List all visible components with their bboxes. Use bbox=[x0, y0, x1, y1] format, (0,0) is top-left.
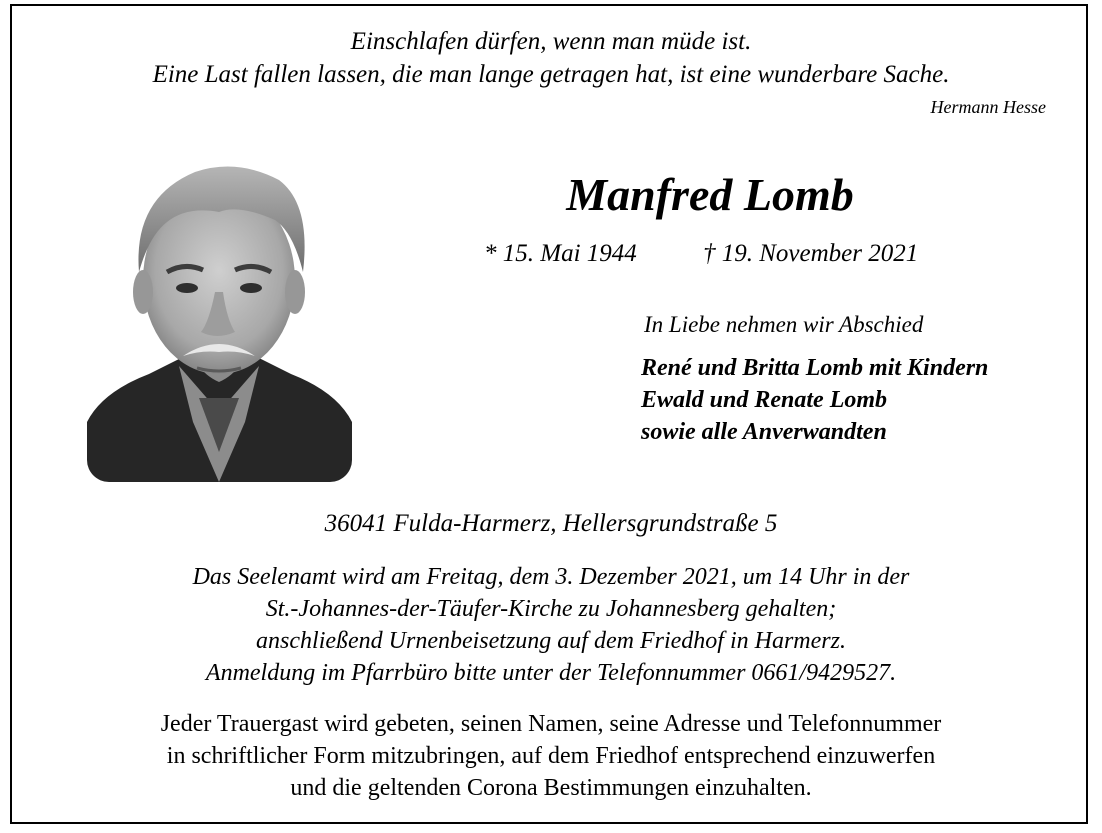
death-date: † 19. November 2021 bbox=[703, 240, 919, 267]
quote-author: Hermann Hesse bbox=[930, 97, 1046, 117]
notice-line: Jeder Trauergast wird gebeten, seinen Namen, seine Adresse und Telefonnummer bbox=[160, 711, 942, 737]
portrait-photo bbox=[87, 160, 352, 482]
mourner-line: sowie alle Anverwandten bbox=[641, 419, 887, 445]
service-line: St.-Johannes-der-Täufer-Kirche zu Johannesberg gehalten; bbox=[265, 596, 837, 622]
farewell-intro: In Liebe nehmen wir Abschied bbox=[644, 312, 924, 337]
notice-line: in schriftlicher Form mitzubringen, auf dem Friedhof entsprechend einzuwerfen bbox=[166, 743, 936, 769]
deceased-name: Manfred Lomb bbox=[566, 169, 854, 220]
birth-date: * 15. Mai 1944 bbox=[484, 240, 637, 267]
family-address: 36041 Fulda-Harmerz, Hellersgrundstraße 5 bbox=[324, 510, 778, 537]
service-line: anschließend Urnenbeisetzung auf dem Friedhof in Harmerz. bbox=[256, 628, 846, 654]
mourner-line: Ewald und Renate Lomb bbox=[641, 387, 888, 413]
service-line: Anmeldung im Pfarrbüro bitte unter der Telefonnummer 0661/9429527. bbox=[205, 660, 897, 686]
quote-line-1: Einschlafen dürfen, wenn man müde ist. bbox=[350, 28, 752, 55]
service-line: Das Seelenamt wird am Freitag, dem 3. Dezember 2021, um 14 Uhr in der bbox=[192, 564, 910, 590]
mourner-line: René und Britta Lomb mit Kindern bbox=[641, 355, 989, 381]
portrait-image bbox=[87, 160, 352, 482]
quote-line-2: Eine Last fallen lassen, die man lange getragen hat, ist eine wunderbare Sache. bbox=[152, 61, 950, 88]
notice-line: und die geltenden Corona Bestimmungen einzuhalten. bbox=[290, 775, 812, 801]
